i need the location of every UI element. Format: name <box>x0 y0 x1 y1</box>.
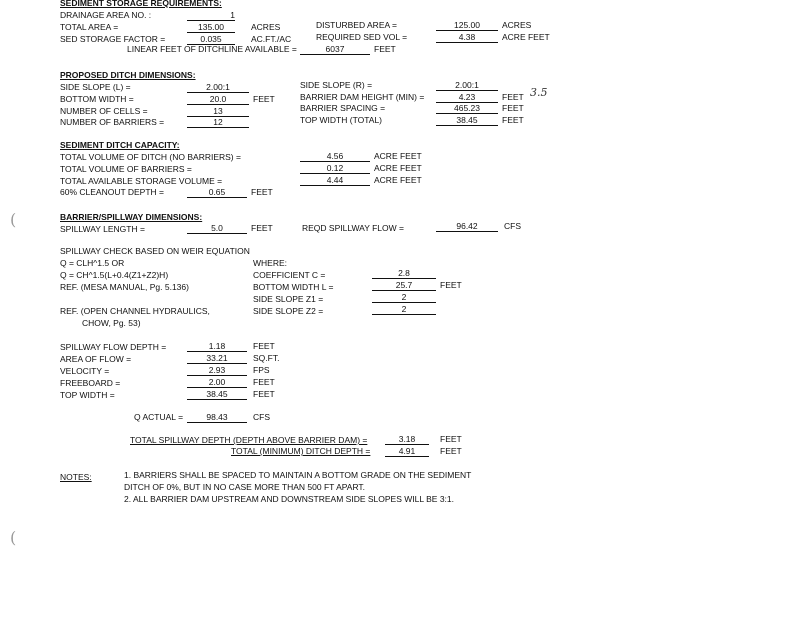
spillway-length-unit: FEET <box>251 223 273 233</box>
spillway-length-label: SPILLWAY LENGTH = <box>60 224 145 234</box>
dimensions-heading: PROPOSED DITCH DIMENSIONS: <box>60 70 196 80</box>
freeboard-label: FREEBOARD = <box>60 378 121 388</box>
weir-reference-2b: CHOW, Pg. 53) <box>82 318 141 328</box>
required-vol-label: REQUIRED SED VOL = <box>316 32 408 42</box>
side-slope-l-value: 2.00:1 <box>187 82 249 93</box>
bottom-width-label: BOTTOM WIDTH = <box>60 94 134 104</box>
bottom-width-l-unit: FEET <box>440 280 462 290</box>
disturbed-area-value: 125.00 <box>436 20 498 31</box>
side-slope-z2-value: 2 <box>372 304 436 315</box>
barriers-volume-label: TOTAL VOLUME OF BARRIERS = <box>60 164 192 174</box>
total-ditch-depth-label: TOTAL (MINIMUM) DITCH DEPTH = <box>231 446 371 456</box>
spillway-length-value: 5.0 <box>187 223 247 234</box>
barriers-volume-value: 0.12 <box>300 163 370 174</box>
total-ditch-depth-unit: FEET <box>440 446 462 456</box>
cleanout-depth-label: 60% CLEANOUT DEPTH = <box>60 187 165 197</box>
dam-height-value: 4.23 <box>436 92 498 103</box>
weir-title: SPILLWAY CHECK BASED ON WEIR EQUATION <box>60 246 250 256</box>
side-slope-z2-label: SIDE SLOPE Z2 = <box>253 306 324 316</box>
flow-area-value: 33.21 <box>187 353 247 364</box>
barrier-spacing-value: 465.23 <box>436 103 498 114</box>
barriers-label: NUMBER OF BARRIERS = <box>60 117 165 127</box>
q-actual-value: 98.43 <box>187 412 247 423</box>
storage-heading: SEDIMENT STORAGE REQUIREMENTS: <box>60 0 222 8</box>
weir-reference-1: REF. (MESA MANUAL, Pg. 5.136) <box>60 282 189 292</box>
required-vol-unit: ACRE FEET <box>502 32 550 42</box>
coefficient-label: COEFFICIENT C = <box>253 270 326 280</box>
linear-feet-unit: FEET <box>374 44 396 54</box>
q-actual-unit: CFS <box>253 412 270 422</box>
note-1b: DITCH OF 0%, BUT IN NO CASE MORE THAN 500 FT APART. <box>124 482 366 492</box>
side-slope-r-value: 2.00:1 <box>436 80 498 91</box>
note-2: 2. ALL BARRIER DAM UPSTREAM AND DOWNSTREAM SIDE SLOPES WILL BE 3:1. <box>124 494 455 504</box>
note-1a: 1. BARRIERS SHALL BE SPACED TO MAINTAIN A BOTTOM GRADE ON THE SEDIMENT <box>124 470 472 480</box>
notes-label: NOTES: <box>60 472 92 482</box>
dam-height-unit: FEET <box>502 92 524 102</box>
reqd-flow-value: 96.42 <box>436 221 498 232</box>
linear-feet-value: 6037 <box>300 44 370 55</box>
velocity-unit: FPS <box>253 365 270 375</box>
storage-factor-value: 0.035 <box>187 34 235 45</box>
required-vol-value: 4.38 <box>436 32 498 43</box>
total-area-unit: ACRES <box>251 22 281 32</box>
cells-value: 13 <box>187 106 249 117</box>
total-ditch-depth-value: 4.91 <box>385 446 429 457</box>
bottom-width-value: 20.0 <box>187 94 249 105</box>
total-area-value: 135.00 <box>187 22 235 33</box>
drainage-area-value: 1 <box>187 10 235 21</box>
reqd-flow-label: REQD SPILLWAY FLOW = <box>302 223 404 233</box>
velocity-value: 2.93 <box>187 365 247 376</box>
coefficient-value: 2.8 <box>372 268 436 279</box>
side-slope-z1-label: SIDE SLOPE Z1 = <box>253 294 324 304</box>
barriers-volume-unit: ACRE FEET <box>374 163 422 173</box>
margin-mark-bottom: ( <box>10 528 17 547</box>
flow-area-label: AREA OF FLOW = <box>60 354 132 364</box>
bottom-width-l-value: 25.7 <box>372 280 436 291</box>
bottom-width-l-label: BOTTOM WIDTH L = <box>253 282 334 292</box>
barrier-spacing-label: BARRIER SPACING = <box>300 103 386 113</box>
margin-mark-top: ( <box>10 210 17 229</box>
total-spillway-depth-label: TOTAL SPILLWAY DEPTH (DEPTH ABOVE BARRIER DAM) = <box>130 435 368 445</box>
side-slope-z1-value: 2 <box>372 292 436 303</box>
weir-reference-2a: REF. (OPEN CHANNEL HYDRAULICS, <box>60 306 210 316</box>
spillway-heading: BARRIER/SPILLWAY DIMENSIONS: <box>60 212 203 222</box>
flow-top-width-unit: FEET <box>253 389 275 399</box>
velocity-label: VELOCITY = <box>60 366 110 376</box>
disturbed-area-unit: ACRES <box>502 20 532 30</box>
available-storage-label: TOTAL AVAILABLE STORAGE VOLUME = <box>60 176 223 186</box>
flow-depth-value: 1.18 <box>187 341 247 352</box>
available-storage-value: 4.44 <box>300 175 370 186</box>
reqd-flow-unit: CFS <box>504 221 521 231</box>
flow-top-width-value: 38.45 <box>187 389 247 400</box>
top-width-total-value: 38.45 <box>436 115 498 126</box>
flow-depth-label: SPILLWAY FLOW DEPTH = <box>60 342 167 352</box>
available-storage-unit: ACRE FEET <box>374 175 422 185</box>
flow-area-unit: SQ.FT. <box>253 353 280 363</box>
cells-label: NUMBER OF CELLS = <box>60 106 148 116</box>
top-width-total-label: TOP WIDTH (TOTAL) <box>300 115 383 125</box>
flow-top-width-label: TOP WIDTH = <box>60 390 115 400</box>
flow-depth-unit: FEET <box>253 341 275 351</box>
barriers-value: 12 <box>187 117 249 128</box>
linear-feet-label: LINEAR FEET OF DITCHLINE AVAILABLE = <box>127 44 297 54</box>
cleanout-depth-unit: FEET <box>251 187 273 197</box>
freeboard-value: 2.00 <box>187 377 247 388</box>
bottom-width-unit: FEET <box>253 94 275 104</box>
drainage-area-label: DRAINAGE AREA NO. : <box>60 10 152 20</box>
weir-equation-1: Q = CLH^1.5 OR <box>60 258 125 268</box>
total-area-label: TOTAL AREA = <box>60 22 119 32</box>
top-width-total-unit: FEET <box>502 115 524 125</box>
storage-factor-unit: AC.FT./AC <box>251 34 292 44</box>
cleanout-depth-value: 0.65 <box>187 187 247 198</box>
total-spillway-depth-unit: FEET <box>440 434 462 444</box>
total-spillway-depth-value: 3.18 <box>385 434 429 445</box>
total-volume-unit: ACRE FEET <box>374 151 422 161</box>
weir-equation-2: Q = CH^1.5(L+0.4(Z1+Z2)H) <box>60 270 169 280</box>
total-volume-label: TOTAL VOLUME OF DITCH (NO BARRIERS) = <box>60 152 241 162</box>
barrier-spacing-unit: FEET <box>502 103 524 113</box>
storage-factor-label: SED STORAGE FACTOR = <box>60 34 166 44</box>
capacity-heading: SEDIMENT DITCH CAPACITY: <box>60 140 180 150</box>
side-slope-r-label: SIDE SLOPE (R) = <box>300 80 373 90</box>
freeboard-unit: FEET <box>253 377 275 387</box>
disturbed-area-label: DISTURBED AREA = <box>316 20 398 30</box>
total-volume-value: 4.56 <box>300 151 370 162</box>
where-label: WHERE: <box>253 258 287 268</box>
handwritten-note: 3.5 <box>530 86 548 99</box>
dam-height-label: BARRIER DAM HEIGHT (MIN) = <box>300 92 425 102</box>
side-slope-l-label: SIDE SLOPE (L) = <box>60 82 131 92</box>
q-actual-label: Q ACTUAL = <box>134 412 184 422</box>
